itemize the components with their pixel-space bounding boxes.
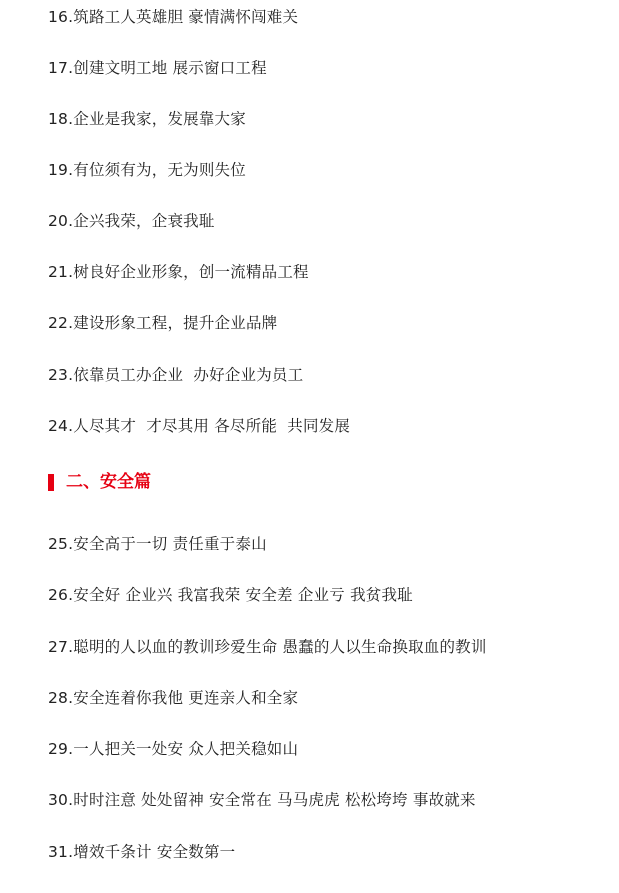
slogan-line-28: 28.安全连着你我他 更连亲人和全家 <box>48 689 299 707</box>
slogan-line-16: 16.筑路工人英雄胆 豪情满怀闯难关 <box>48 8 299 26</box>
slogan-line-30: 30.时时注意 处处留神 安全常在 马马虎虎 松松垮垮 事故就来 <box>48 791 476 809</box>
section-heading-safety <box>48 471 151 493</box>
slogan-line-23: 23.依靠员工办企业 办好企业为员工 <box>48 366 304 384</box>
section-marker-bar <box>48 474 54 491</box>
slogan-line-21: 21.树良好企业形象，创一流精品工程 <box>48 263 309 281</box>
slogan-line-22: 22.建设形象工程，提升企业品牌 <box>48 314 278 332</box>
slogan-line-26: 26.安全好 企业兴 我富我荣 安全差 企业亏 我贫我耻 <box>48 586 413 604</box>
section-title: 二、安全篇 <box>66 472 151 492</box>
slogan-line-27: 27.聪明的人以血的教训珍爱生命 愚蠢的人以生命换取血的教训 <box>48 638 487 656</box>
slogan-line-29: 29.一人把关一处安 众人把关稳如山 <box>48 740 299 758</box>
slogan-line-20: 20.企兴我荣，企衰我耻 <box>48 212 215 230</box>
slogan-line-17: 17.创建文明工地 展示窗口工程 <box>48 59 267 77</box>
slogan-line-31: 31.增效千条计 安全数第一 <box>48 843 236 861</box>
slogan-line-19: 19.有位须有为，无为则失位 <box>48 161 246 179</box>
slogan-line-25: 25.安全高于一切 责任重于泰山 <box>48 535 267 553</box>
slogan-line-18: 18.企业是我家，发展靠大家 <box>48 110 246 128</box>
slogan-line-24: 24.人尽其才 才尽其用 各尽所能 共同发展 <box>48 417 351 435</box>
